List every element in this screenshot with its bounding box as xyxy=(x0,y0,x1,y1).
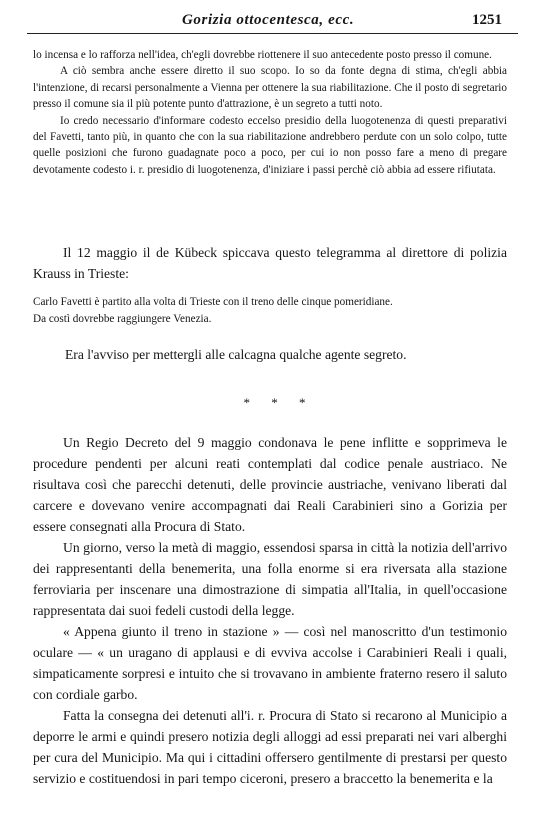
telegram-intro: Il 12 maggio il de Kübeck spiccava questo telegramma al direttore di polizia Krauss in Trieste: xyxy=(33,245,507,281)
header-rule xyxy=(27,33,518,34)
body-paragraph-2: Un giorno, verso la metà di maggio, essendosi sparsa in città la notizia dell'arrivo dei rappresentanti della benemerita, una folla enorme si era riversata alla stazione ferroviaria per inscenare una dimostrazione di simpatia all'Italia, in quell'occasione rappresentata dai suoi fedeli custodi della legge. xyxy=(33,540,507,618)
agent-line: Era l'avviso per mettergli alle calcagna qualche agente segreto. xyxy=(65,347,407,362)
body-paragraph-3: « Appena giunto il treno in stazione » — così nel manoscritto d'un testimonio oculare — « un uragano di applausi e di evviva accolse i Carabinieri Reali i quali, simpaticamente sorpresi e intuito che si trovavano in ambiente fraterno resero il saluto con cordiale garbo. xyxy=(33,624,507,702)
letter-excerpt xyxy=(33,47,507,178)
letter-paragraph-2: A ciò sembra anche essere diretto il suo scopo. Io so da fonte degna di stima, ch'egli abbia l'intenzione, di recarsi personalmente a Vienna per ottenere la sua riabilitazione. Che il posto di segretario presso il comune sia il più potente punto d'attrazione, è un segreto a tutti noto. xyxy=(33,65,507,111)
main-text xyxy=(33,432,507,789)
running-title: Gorizia ottocentesca, ecc. xyxy=(182,12,355,28)
letter-paragraph-1: lo incensa e lo rafforza nell'idea, ch'egli dovrebbe riottenere il suo antecedente posto presso il comune. xyxy=(33,49,492,61)
body-paragraph-4: Fatta la consegna dei detenuti all'i. r. Procura di Stato si recarono al Municipio a deporre le armi e quindi presero notizia degli alloggi ad essi preparati nei vari alberghi per cura del Municipio. Ma qui i cittadini offersero gentilmente di prestarsi per questo servizio e costituendosi in pari tempo ciceroni, presero a braccetto la benemerita e la xyxy=(33,708,507,786)
body-paragraph-1: Un Regio Decreto del 9 maggio condonava le pene inflitte e sopprimeva le procedure pendenti per alcuni reati contemplati dal codice penale austriaco. Ne risultava così che parecchi detenuti, delle provincie austriache, venivano liberati dal carcere e dovevano venire accompagnati dai Reali Carabinieri sino a Gorizia per essere consegnati alla Procura di Stato. xyxy=(33,435,507,534)
telegram-line-2: Da costì dovrebbe raggiungere Venezia. xyxy=(33,312,212,325)
page-number: 1251 xyxy=(472,12,502,28)
letter-paragraph-3: Io credo necessario d'informare codesto eccelso presidio della luogotenenza di questi preparativi del Favetti, tanto più, in quanto che con la sua riabilitazione andrebbero perdute con un solo colpo, tutte quelle posizioni che furono guadagnate poco a poco, per cui io non posso fare a meno di pregare devotamente codesto i. r. presidio di luogotenenza, d'iniziare i passi perchè ciò abbia ad essere rifiutata. xyxy=(33,114,507,176)
telegram-line-1: Carlo Favetti è partito alla volta di Trieste con il treno delle cinque pomeridiane. xyxy=(33,296,393,308)
agent-line-block xyxy=(33,344,507,365)
telegram-quote xyxy=(33,294,507,327)
telegram-intro-block xyxy=(33,242,507,284)
section-separator: * * * xyxy=(243,395,315,410)
page-header xyxy=(0,12,520,30)
